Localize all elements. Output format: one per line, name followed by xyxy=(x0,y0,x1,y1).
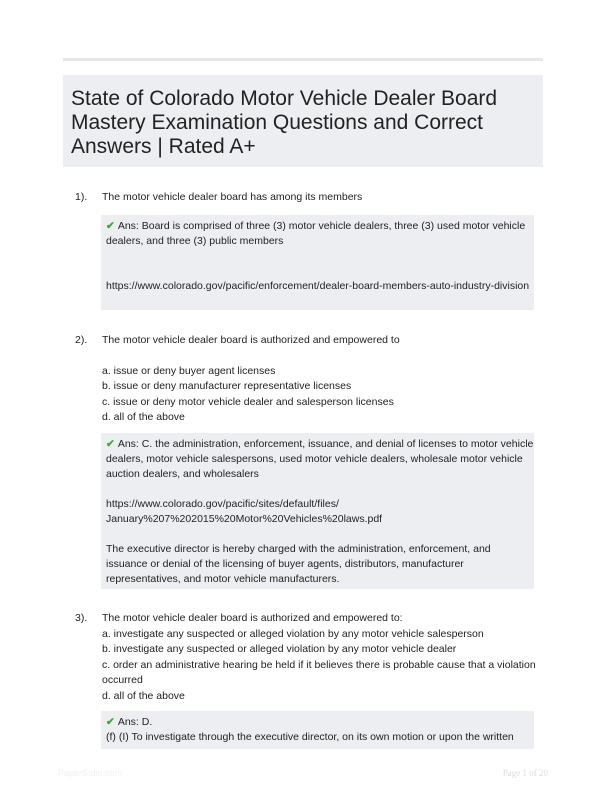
option-b: b. investigate any suspected or alleged violation by any motor vehicle dealer xyxy=(102,643,457,655)
top-divider xyxy=(63,58,543,61)
option-b: b. issue or deny manufacturer representative licenses xyxy=(102,380,352,392)
question-line: The motor vehicle dealer board is authorized and empowered to: xyxy=(102,612,403,624)
question-number: 1). xyxy=(75,191,88,203)
option-a: a. investigate any suspected or alleged violation by any motor vehicle salesperson xyxy=(102,627,484,640)
answer-continuation: (f) (I) To investigate through the executive director, on its own motion or upon the written xyxy=(106,731,514,743)
answer-text: ✔ Ans: Board is comprised of three (3) motor vehicle dealers, three (3) used motor vehicle dealers, and three (3) public members xyxy=(106,220,526,247)
question-line: The motor vehicle dealer board is authorized and empowered to xyxy=(102,334,400,346)
answer-note: The executive director is hereby charged with the administration, enforcement, and issuance or denial of the licensing of buyer agents, distributors, manufacturer representatives, and motor vehicle manufacturers. xyxy=(106,543,491,585)
footer-watermark: PaperStdio.com xyxy=(58,768,123,778)
option-c: c. issue or deny motor vehicle dealer and salesperson licenses xyxy=(102,395,394,408)
question-line: The motor vehicle dealer board has among its members xyxy=(102,191,363,203)
answer-box-3 xyxy=(101,711,534,749)
answer-link: https://www.colorado.gov/pacific/sites/default/files/ xyxy=(106,498,339,510)
answer-text: ✔ Ans: D. xyxy=(106,716,153,728)
page-number: Page 1 of 20 xyxy=(502,768,548,778)
question-text xyxy=(102,333,542,426)
answer-box-1 xyxy=(101,215,534,310)
checkmark-icon: ✔ xyxy=(106,220,115,232)
option-a: a. issue or deny buyer agent licenses xyxy=(102,364,276,377)
question-text xyxy=(102,611,542,704)
document-title: State of Colorado Motor Vehicle Dealer Board Mastery Examination Questions and Correct Answers | Rated A+ xyxy=(71,87,498,158)
option-d: d. all of the above xyxy=(102,689,185,702)
checkmark-icon: ✔ xyxy=(106,438,115,450)
title-banner xyxy=(63,75,543,167)
answer-box-2 xyxy=(101,433,534,589)
answer-text: ✔ Ans: C. the administration, enforcement, issuance, and denial of licenses to motor vehicle dealers, motor vehicle salespersons, used motor vehicle dealers, wholesale motor vehicle auction dealers, and wholesalers xyxy=(106,438,534,480)
checkmark-icon: ✔ xyxy=(106,716,115,728)
answer-link: January%207%202015%20Motor%20Vehicles%20laws.pdf xyxy=(106,513,383,525)
question-number: 3). xyxy=(75,612,88,624)
question-number: 2). xyxy=(75,334,88,346)
option-c: c. order an administrative hearing be held if it believes there is probable cause that a violation occurred xyxy=(102,658,536,686)
answer-link: https://www.colorado.gov/pacific/enforcement/dealer-board-members-auto-industry-division xyxy=(106,280,530,292)
option-d: d. all of the above xyxy=(102,411,185,423)
question-text xyxy=(102,190,542,206)
